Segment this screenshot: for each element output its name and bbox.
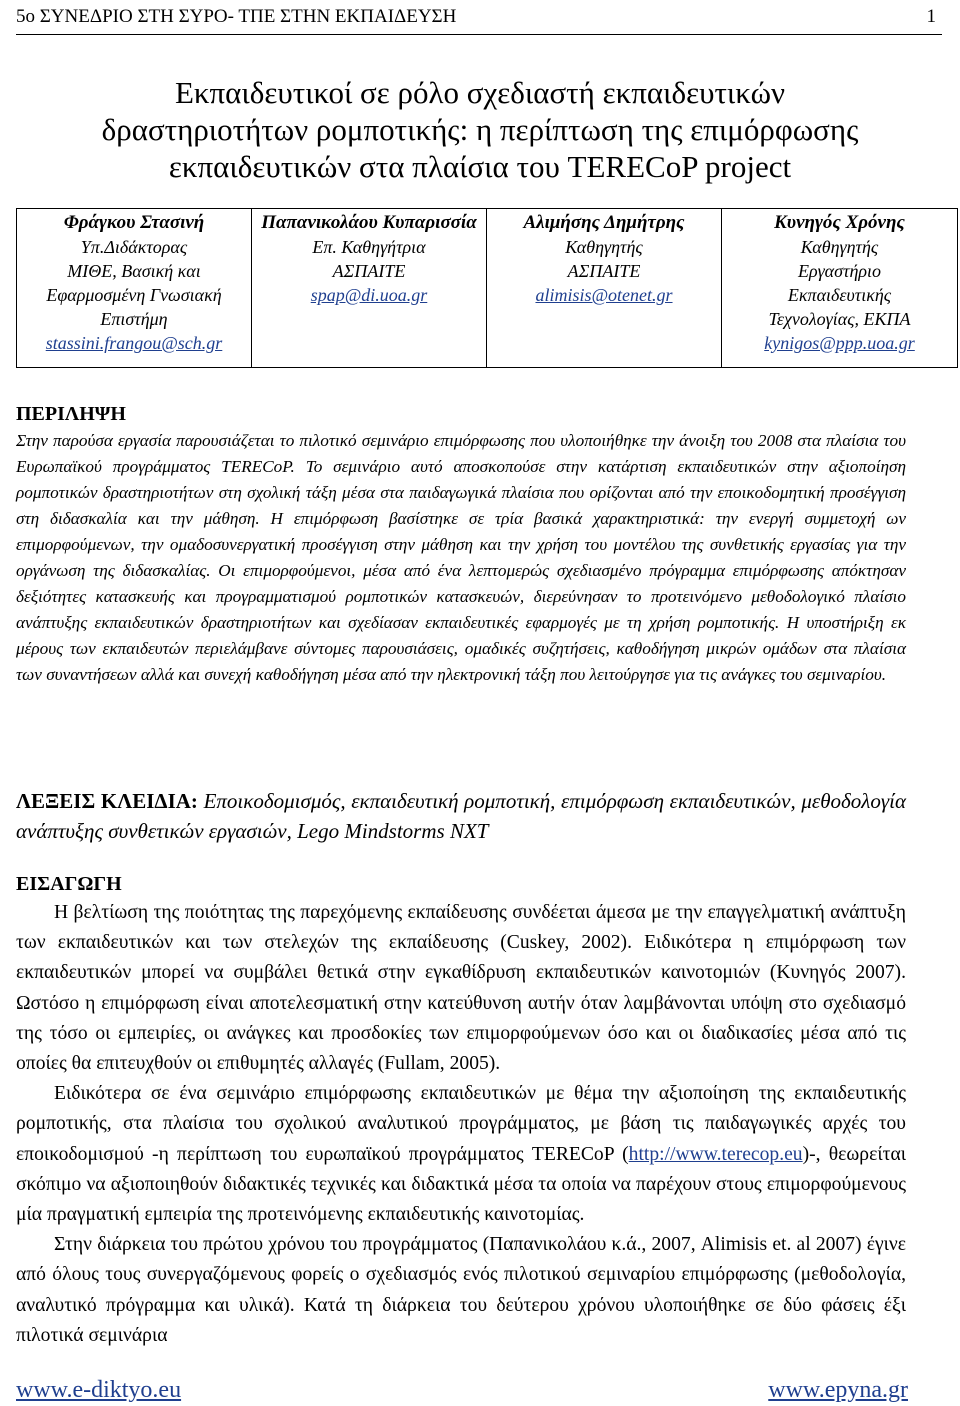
author-cell: [17, 209, 252, 367]
running-header: [16, 0, 942, 35]
author-email-link[interactable]: alimisis@otenet.gr: [535, 285, 673, 305]
author-affiliation: ΜΙΘΕ, Βασική και: [67, 261, 201, 281]
introduction-heading: ΕΙΣΑΓΩΓΗ: [16, 873, 122, 895]
author-affiliation: Εφαρμοσμένη Γνωσιακή: [46, 285, 222, 305]
author-cell: [252, 209, 487, 367]
author-name: Παπανικολάου Κυπαρισσία: [261, 212, 477, 233]
footer-link-epyna[interactable]: www.epyna.gr: [768, 1377, 908, 1403]
intro-paragraph: [16, 1079, 906, 1230]
author-email-link[interactable]: spap@di.uoa.gr: [310, 285, 428, 305]
author-affiliation: Εκπαιδευτικής: [787, 285, 892, 305]
author-affiliation: Καθηγητής: [800, 237, 879, 257]
author-affiliation: ΑΣΠΑΙΤΕ: [332, 261, 406, 281]
author-name: Φράγκου Στασινή: [63, 212, 205, 233]
author-affiliation: Υπ.Διδάκτορας: [80, 237, 188, 257]
author-affiliation: Τεχνολογίας, ΕΚΠΑ: [768, 309, 911, 329]
abstract-heading: ΠΕΡΙΛΗΨΗ: [16, 403, 126, 425]
terecop-link[interactable]: http://www.terecop.eu: [628, 1143, 803, 1165]
author-affiliation: ΑΣΠΑΙΤΕ: [567, 261, 641, 281]
intro-paragraph: Η βελτίωση της ποιότητας της παρεχόμενης εκπαίδευσης συνδέεται άμεσα με την επαγγελματική ανάπτυξη των εκπαιδευτικών και των στελεχών της εκπαίδευσης (Cuskey, 2002). Ειδικότερα η επιμόρφωση των εκπαιδευτικών μπορεί να συμβάλει θετικά στην εγκαθίδρυση εκπαιδευτικών καινοτομιών (Κυνηγός 2007). Ωστόσο η επιμόρφωση είναι αποτελεσματική στην κατεύθυνση αυτήν όταν λαμβάνονται υπόψη στο σχεδιασμό της τόσο οι εμπειρίες, οι ανάγκες και προσδοκίες των επιμορφούμενων όσο και οι διαδικασίες μέσα από τις οποίες θα επιτευχθούν οι επιθυμητές αλλαγές (Fullam, 2005).: [16, 902, 906, 1075]
author-cell: [722, 209, 957, 367]
introduction-body: [16, 898, 906, 1351]
authors-table: [16, 208, 958, 368]
author-name: Κυνηγός Χρόνης: [774, 212, 905, 233]
intro-paragraph: Στην διάρκεια του πρώτου χρόνου του προγράμματος (Παπανικολάου κ.ά., 2007, Alimisis et. al 2007) έγινε από όλους τους συνεργαζόμενους φορείς ο σχεδιασμός ενός πιλοτικού σεμιναρίου επιμόρφωσης (μεθοδολογία, αναλυτικό πρόγραμμα και υλικά). Κατά τη διάρκεια του δεύτερου χρόνου υλοποιήθηκε σε δύο φάσεις έξι πιλοτικά σεμινάρια: [16, 1234, 906, 1346]
keywords-label: ΛΕΞΕΙΣ ΚΛΕΙΔΙΑ:: [16, 789, 198, 813]
author-affiliation: Επιστήμη: [100, 309, 168, 329]
author-name: Αλιμήσης Δημήτρης: [523, 212, 685, 233]
author-affiliation: Επ. Καθηγήτρια: [312, 237, 426, 257]
author-email-link[interactable]: kynigos@ppp.uoa.gr: [764, 333, 915, 353]
title-line: Εκπαιδευτικοί σε ρόλο σχεδιαστή εκπαιδευτικών: [174, 75, 786, 110]
title-line: δραστηριοτήτων ρομποτικής: η περίπτωση της επιμόρφωσης: [101, 112, 859, 147]
author-affiliation: Εργαστήριο: [797, 261, 882, 281]
keywords-block: [16, 786, 906, 846]
abstract-text: Στην παρούσα εργασία παρουσιάζεται το πιλοτικό σεμινάριο επιμόρφωσης που υλοποιήθηκε την άνοιξη του 2008 στα πλαίσια του Ευρωπαϊκού προγράμματος TERECoP. Το σεμινάριο αυτό αποσκοπούσε στην κατάρτιση εκπαιδευτικών στην αξιοποίηση ρομποτικών δραστηριοτήτων στη σχολική τάξη μέσα στα παιδαγωγικά πλαίσια που ορίζονται από την εποικοδομητική προσέγγιση στη διδασκαλία και την μάθηση. Η επιμόρφωση βασίστηκε σε τρία βασικά χαρακτηριστικά: την ενεργή συμμετοχή ων επιμορφούμενων, την ομαδοσυνεργατική προσέγγιση στην μάθηση και την χρήση του μοντέλου της συνθετικής εργασίας για την οργάνωση της διδασκαλίας. Οι επιμορφούμενοι, μέσα από ένα λεπτομερώς σχεδιασμένο πρόγραμμα επιμόρφωσης απόκτησαν δεξιότητες κατασκευής και προγραμματισμού ρομποτικών κατασκευών, διερεύνησαν το προτεινόμενο μεθοδολογικό πλαίσιο ανάπτυξης εκπαιδευτικών δραστηριοτήτων και σχεδίασαν εκπαιδευτικές εφαρμογές με τη χρήση ρομποτικής. Η υποστήριξη εκ μέρους των εκπαιδευτών περιελάμβανε σύντομες παρουσιάσεις, ομαδικές συζητήσεις, καθοδήγηση μικρών ομάδων στα πλαίσια των συναντήσεων αλλά και συνεχή καθοδήγηση μέσα από την ηλεκτρονική τάξη που λειτούργησε για τις ανάγκες του σεμιναρίου.: [16, 431, 906, 684]
intro-text: Ειδικότερα σε ένα σεμινάριο επιμόρφωσης εκπαιδευτικών με θέμα την αξιοποίηση της εκπαιδευτικής ρομποτικής, στα πλαίσια του σχολικού αναλυτικού προγράμματος, με βάση τις παιδαγωγικές αρχές του εποικοδομισμού -η περίπτωση του ευρωπαϊκού προγράμματος TERECoP (: [16, 1083, 906, 1165]
footer-link-ediktyo[interactable]: www.e-diktyo.eu: [16, 1377, 182, 1403]
author-cell: [487, 209, 722, 367]
page-number: 1: [926, 6, 936, 27]
keywords-text: Εποικοδομισμός, εκπαιδευτική ρομποτική, επιμόρφωση εκπαιδευτικών, μεθοδολογία ανάπτυξης συνθετικών εργασιών, Lego Mindstorms NXT: [16, 789, 907, 843]
author-email-link[interactable]: stassini.frangou@sch.gr: [45, 333, 223, 353]
title-line: εκπαιδευτικών στα πλαίσια του TERECoP project: [168, 149, 792, 184]
intro-text: )-, θεωρείται σκόπιμο να αξιοποιηθούν διδακτικές τεχνικές και διδακτικά μέσα τα οποία να παρέχουν στους επιμορφούμενους μία πραγματική εμπειρία της προτεινόμενης εκπαιδευτικής καινοτομίας.: [16, 1143, 906, 1226]
page-footer: [16, 1376, 908, 1406]
running-title: 5ο ΣΥΝΕΔΡΙΟ ΣΤΗ ΣΥΡΟ- ΤΠΕ ΣΤΗΝ ΕΚΠΑΙΔΕΥΣΗ: [16, 6, 457, 27]
paper-title: [60, 74, 900, 185]
author-affiliation: Καθηγητής: [565, 237, 643, 257]
